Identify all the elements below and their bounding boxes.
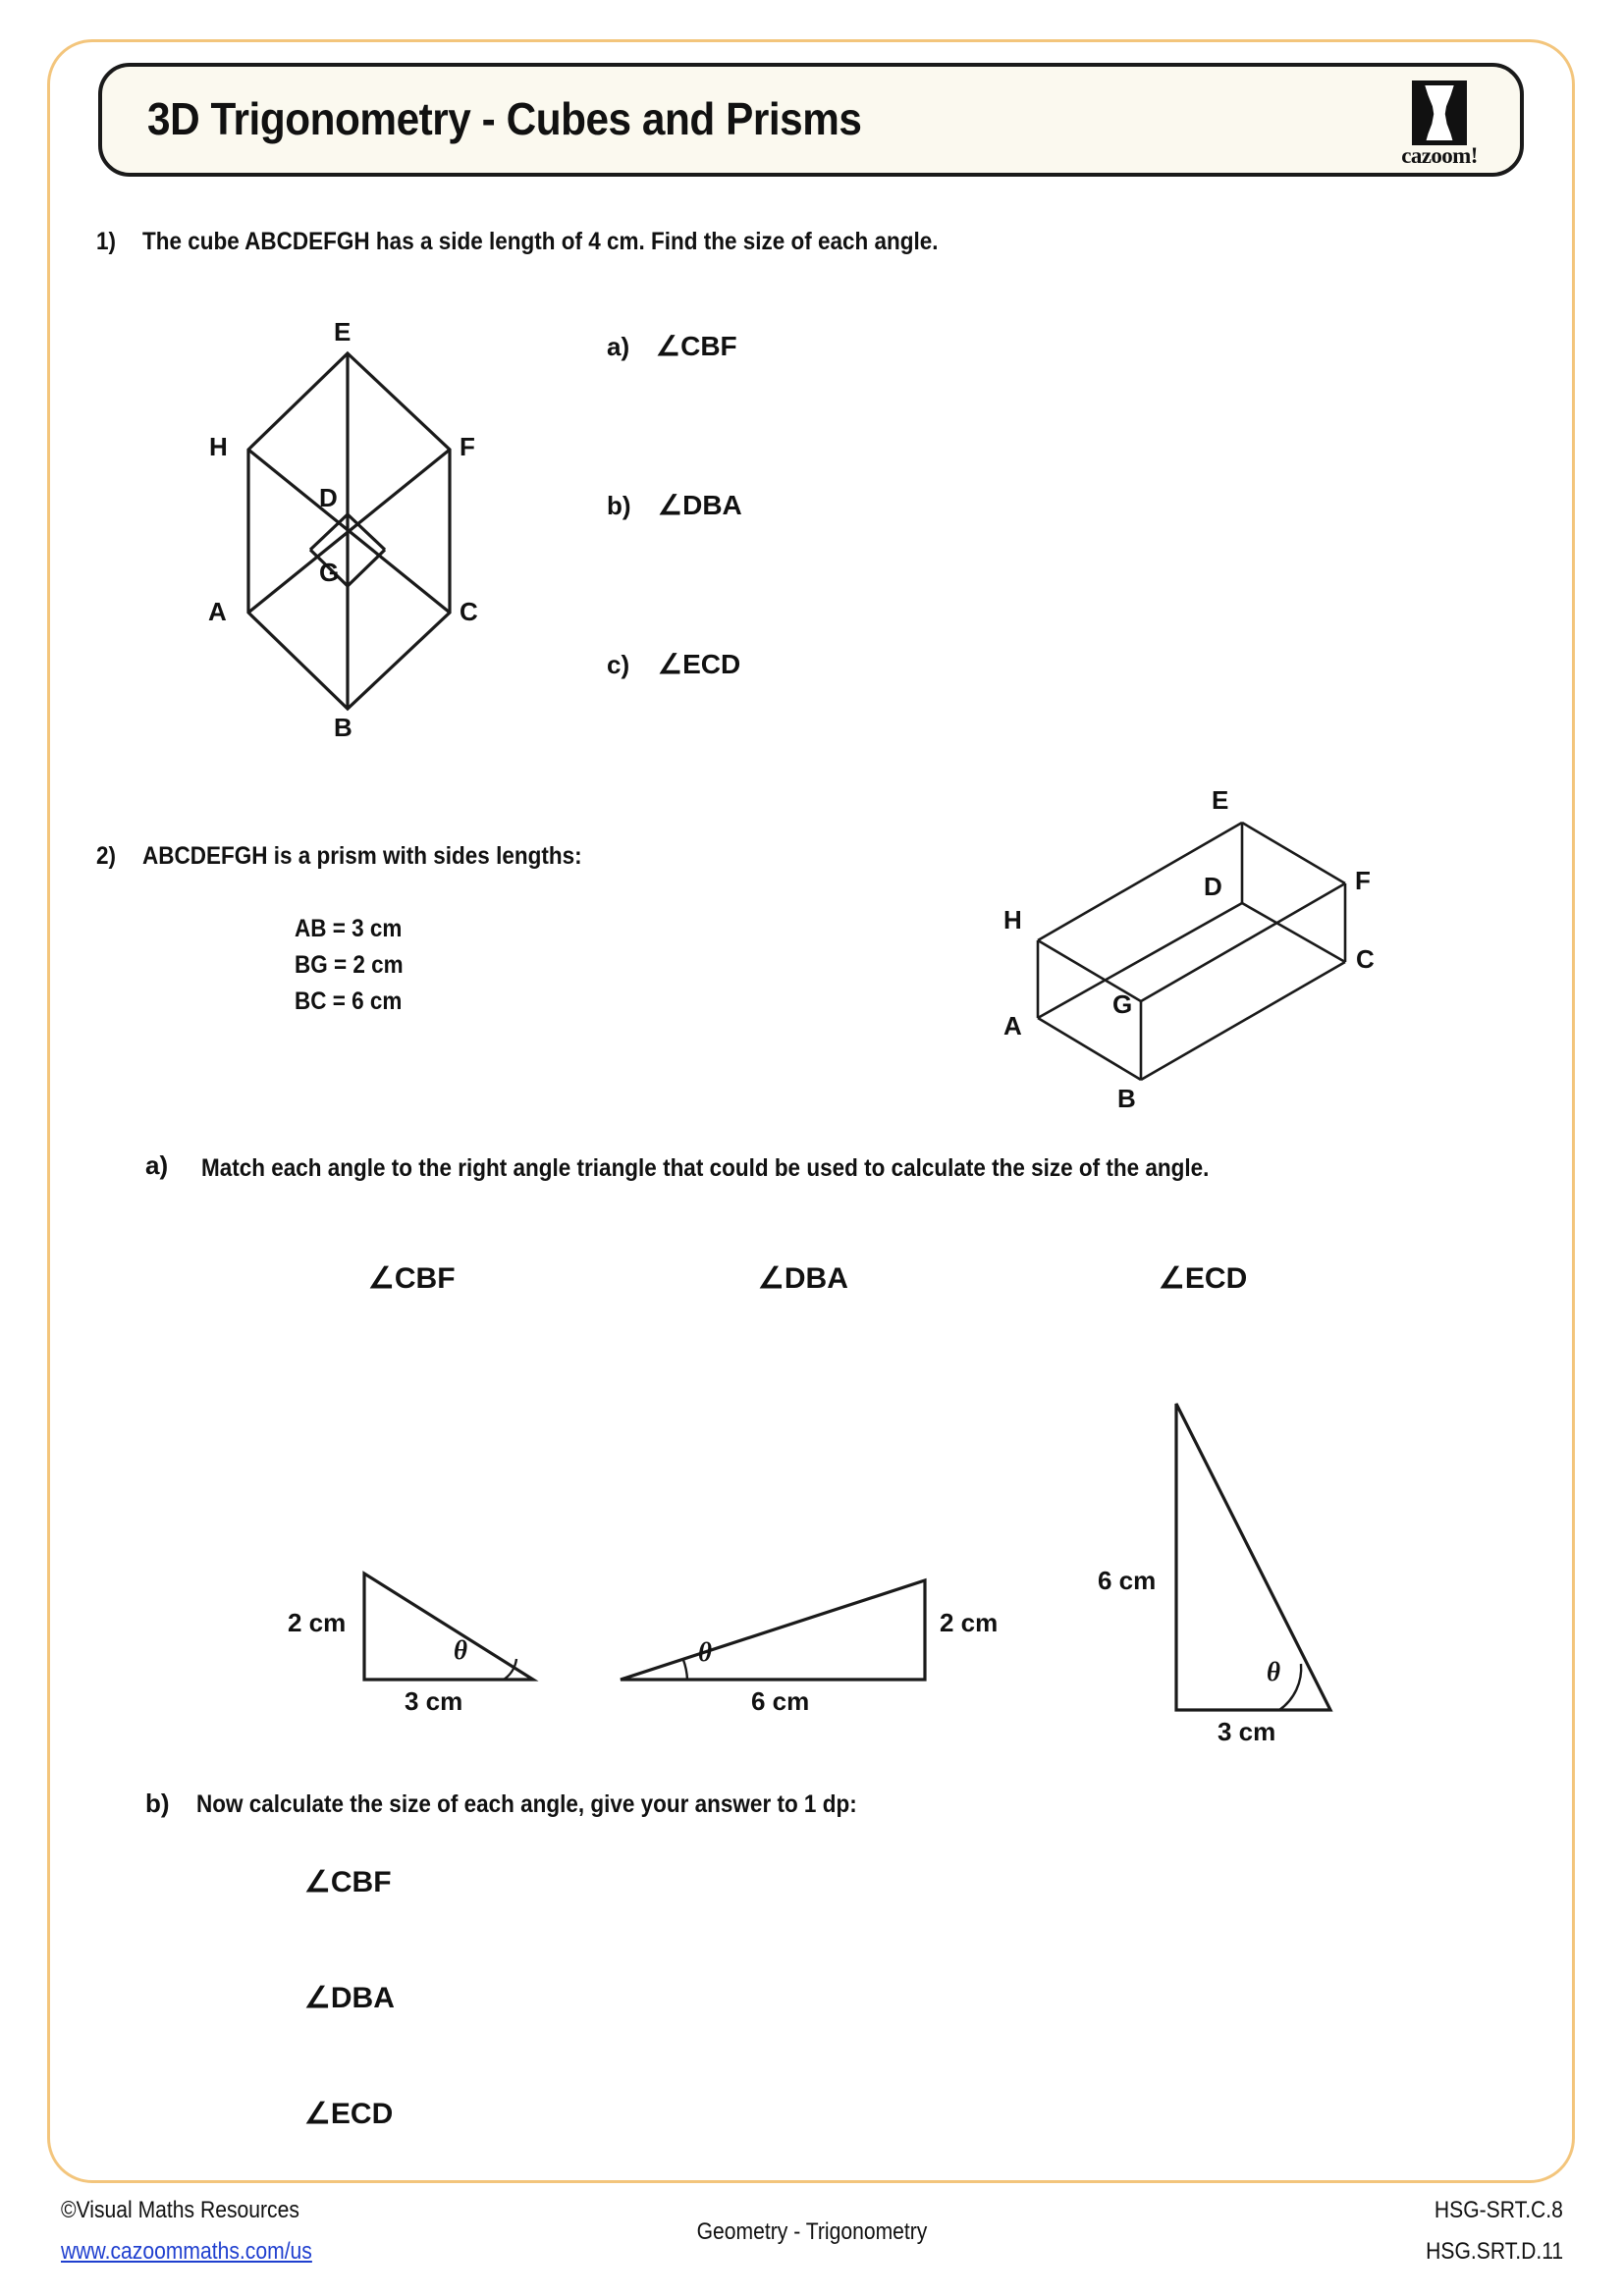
page-title: 3D Trigonometry - Cubes and Prisms	[147, 93, 862, 144]
q1-part-b-angle: ∠DBA	[658, 490, 742, 520]
q2b-angle-cbf: ∠CBF	[304, 1866, 392, 1898]
cube-vertex-F: F	[460, 432, 475, 461]
q1-part-a-angle: ∠CBF	[656, 331, 737, 361]
prism-vertex-C: C	[1356, 944, 1375, 974]
cube-vertex-D: D	[319, 483, 338, 512]
footer-standard-code-2: HSG.SRT.D.11	[1425, 2238, 1563, 2265]
logo-wordmark: cazoom!	[1401, 143, 1478, 168]
cube-vertex-G: G	[319, 558, 340, 587]
cube-vertex-E: E	[334, 317, 352, 347]
footer-copyright: ©Visual Maths Resources	[61, 2197, 299, 2223]
q2b-marker: b)	[145, 1789, 170, 1818]
q2a-angle-cbf: ∠CBF	[368, 1262, 456, 1295]
q2b-angle-ecd: ∠ECD	[304, 2098, 394, 2130]
prism-vertex-A: A	[1003, 1011, 1022, 1041]
prism-vertex-D: D	[1204, 872, 1222, 901]
q1-part-c-angle: ∠ECD	[658, 649, 741, 679]
q1-number: 1)	[96, 228, 117, 255]
triangle-1-theta: θ	[454, 1635, 468, 1665]
prism-vertex-E: E	[1212, 785, 1229, 815]
footer	[0, 2197, 1624, 2290]
prism-vertex-F: F	[1355, 866, 1371, 895]
q1-part-a-marker: a)	[607, 332, 630, 361]
q2a-angle-ecd: ∠ECD	[1159, 1262, 1248, 1295]
triangle-2-theta: θ	[698, 1637, 713, 1667]
triangle-1-vertical-label: 2 cm	[288, 1608, 347, 1637]
q2a-marker: a)	[145, 1150, 169, 1180]
q2a-angle-dba: ∠DBA	[758, 1262, 848, 1295]
q2-length-bg: BG = 2 cm	[295, 951, 404, 979]
q2-number: 2)	[96, 842, 117, 870]
q2-prompt: ABCDEFGH is a prism with sides lengths:	[142, 842, 582, 870]
prism-vertex-G: G	[1112, 989, 1133, 1019]
prism-vertex-H: H	[1003, 905, 1022, 934]
triangle-2-vertical-label: 2 cm	[940, 1608, 999, 1637]
triangle-1-horizontal-label: 3 cm	[405, 1686, 463, 1716]
q2-length-ab: AB = 3 cm	[295, 915, 403, 942]
prism-vertex-B: B	[1117, 1084, 1136, 1113]
cube-vertex-C: C	[460, 597, 478, 626]
q1-part-c-marker: c)	[607, 650, 630, 679]
footer-subject: Geometry - Trigonometry	[696, 2218, 928, 2245]
triangle-3-theta: θ	[1267, 1657, 1281, 1686]
triangle-3-vertical-label: 6 cm	[1098, 1566, 1157, 1595]
q2b-text: Now calculate the size of each angle, give your answer to 1 dp:	[196, 1790, 857, 1818]
q2-length-bc: BC = 6 cm	[295, 988, 403, 1015]
q1-prompt: The cube ABCDEFGH has a side length of 4 cm. Find the size of each angle.	[142, 228, 939, 255]
cube-vertex-B: B	[334, 713, 352, 742]
cube-vertex-H: H	[209, 432, 228, 461]
triangle-3-horizontal-label: 3 cm	[1218, 1717, 1276, 1746]
q1-part-b-marker: b)	[607, 491, 631, 520]
triangle-2-horizontal-label: 6 cm	[751, 1686, 810, 1716]
footer-website-link[interactable]: www.cazoommaths.com/us	[61, 2238, 312, 2265]
q2a-text: Match each angle to the right angle triangle that could be used to calculate the size of the angle.	[201, 1154, 1210, 1182]
q2b-angle-dba: ∠DBA	[304, 1982, 395, 2014]
cube-vertex-A: A	[208, 597, 227, 626]
footer-standard-code-1: HSG-SRT.C.8	[1434, 2197, 1563, 2223]
